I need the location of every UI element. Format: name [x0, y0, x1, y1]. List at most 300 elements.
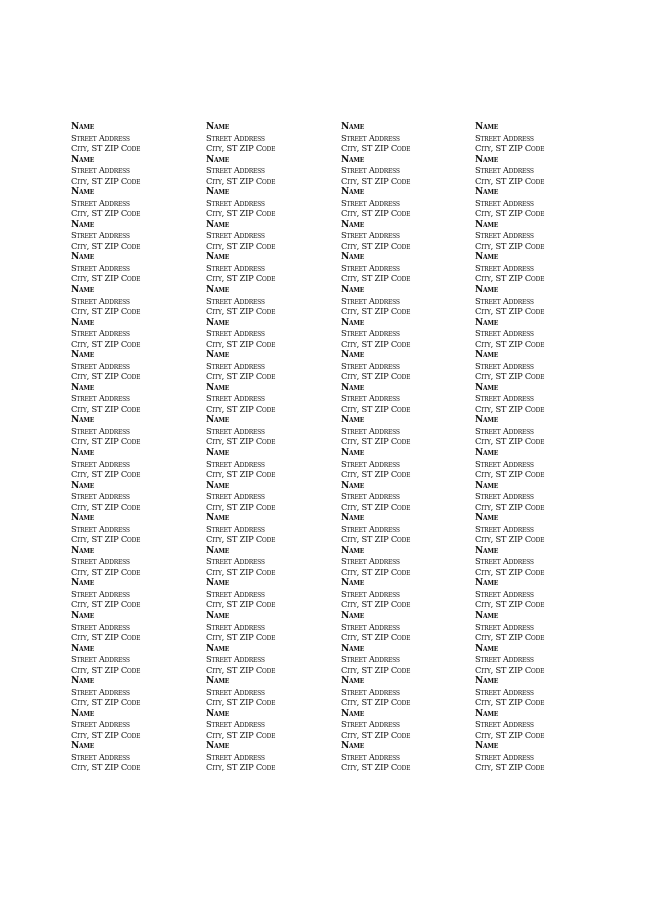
label-city-state-zip: City, ST ZIP Code [71, 599, 141, 610]
label-city-state-zip: City, ST ZIP Code [71, 566, 141, 577]
address-label [475, 513, 600, 545]
label-street-address: Street Address [475, 425, 534, 436]
label-name: Name [341, 611, 365, 621]
label-name: Name [341, 382, 365, 393]
address-label [341, 350, 466, 382]
label-street-address: Street Address [206, 491, 265, 502]
address-label [71, 252, 196, 284]
address-label [206, 122, 331, 154]
address-label [206, 285, 331, 317]
label-name: Name [206, 545, 230, 556]
label-name: Name [475, 122, 499, 132]
label-name: Name [71, 578, 95, 589]
label-city-state-zip: City, ST ZIP Code [71, 469, 141, 479]
address-label [341, 415, 466, 447]
label-city-state-zip: City, ST ZIP Code [206, 469, 276, 479]
label-city-state-zip: City, ST ZIP Code [206, 143, 276, 153]
label-name: Name [475, 513, 499, 524]
address-label [206, 611, 331, 643]
label-city-state-zip: City, ST ZIP Code [71, 371, 141, 382]
label-city-state-zip: City, ST ZIP Code [341, 371, 411, 382]
label-city-state-zip: City, ST ZIP Code [341, 208, 411, 219]
label-street-address: Street Address [341, 360, 400, 371]
label-name: Name [475, 154, 499, 165]
label-street-address: Street Address [341, 425, 400, 436]
label-city-state-zip: City, ST ZIP Code [71, 175, 141, 186]
address-label [475, 481, 600, 513]
label-city-state-zip: City, ST ZIP Code [206, 632, 276, 642]
address-label [475, 741, 600, 773]
label-city-state-zip: City, ST ZIP Code [71, 240, 141, 251]
label-street-address: Street Address [475, 621, 534, 632]
label-street-address: Street Address [475, 719, 534, 730]
label-city-state-zip: City, ST ZIP Code [475, 403, 545, 414]
label-street-address: Street Address [341, 491, 400, 502]
label-city-state-zip: City, ST ZIP Code [341, 501, 411, 512]
label-city-state-zip: City, ST ZIP Code [475, 729, 545, 740]
label-street-address: Street Address [341, 295, 400, 306]
label-city-state-zip: City, ST ZIP Code [206, 208, 276, 219]
label-name: Name [206, 317, 230, 328]
label-name: Name [341, 480, 365, 491]
label-street-address: Street Address [341, 588, 400, 599]
label-city-state-zip: City, ST ZIP Code [71, 306, 141, 316]
label-name: Name [71, 154, 95, 165]
address-label [341, 709, 466, 741]
label-city-state-zip: City, ST ZIP Code [206, 566, 276, 577]
label-name: Name [71, 676, 95, 687]
label-street-address: Street Address [341, 556, 400, 567]
label-street-address: Street Address [71, 262, 130, 273]
address-label [71, 448, 196, 480]
label-city-state-zip: City, ST ZIP Code [475, 306, 545, 316]
label-street-address: Street Address [475, 295, 534, 306]
address-label [341, 252, 466, 284]
label-street-address: Street Address [341, 393, 400, 404]
label-city-state-zip: City, ST ZIP Code [206, 599, 276, 610]
label-street-address: Street Address [475, 491, 534, 502]
address-label [71, 741, 196, 773]
label-name: Name [71, 643, 95, 654]
address-label [341, 481, 466, 513]
address-label [71, 383, 196, 415]
address-label [206, 155, 331, 187]
label-name: Name [341, 643, 365, 654]
label-street-address: Street Address [341, 197, 400, 208]
address-label [71, 155, 196, 187]
address-label [475, 546, 600, 578]
label-city-state-zip: City, ST ZIP Code [341, 632, 411, 642]
label-city-state-zip: City, ST ZIP Code [475, 436, 545, 447]
label-street-address: Street Address [206, 458, 265, 469]
label-name: Name [206, 513, 230, 524]
address-label [475, 448, 600, 480]
label-name: Name [206, 676, 230, 687]
label-street-address: Street Address [206, 686, 265, 697]
label-name: Name [475, 708, 499, 719]
label-street-address: Street Address [475, 523, 534, 534]
label-name: Name [206, 219, 230, 230]
label-city-state-zip: City, ST ZIP Code [206, 534, 276, 545]
label-name: Name [71, 350, 95, 361]
label-city-state-zip: City, ST ZIP Code [475, 143, 545, 153]
label-city-state-zip: City, ST ZIP Code [71, 534, 141, 545]
label-name: Name [206, 448, 230, 458]
label-name: Name [341, 350, 365, 361]
address-label [206, 578, 331, 610]
label-name: Name [206, 350, 230, 361]
label-street-address: Street Address [475, 556, 534, 567]
label-city-state-zip: City, ST ZIP Code [206, 697, 276, 708]
label-name: Name [341, 122, 365, 132]
address-label [71, 122, 196, 154]
label-city-state-zip: City, ST ZIP Code [475, 697, 545, 708]
address-label [71, 709, 196, 741]
label-city-state-zip: City, ST ZIP Code [206, 729, 276, 740]
label-city-state-zip: City, ST ZIP Code [71, 436, 141, 447]
label-name: Name [475, 252, 499, 263]
label-street-address: Street Address [475, 132, 534, 143]
label-street-address: Street Address [206, 295, 265, 306]
label-name: Name [206, 252, 230, 263]
label-street-address: Street Address [71, 295, 130, 306]
label-city-state-zip: City, ST ZIP Code [341, 729, 411, 740]
label-street-address: Street Address [341, 621, 400, 632]
label-street-address: Street Address [206, 751, 265, 762]
label-street-address: Street Address [475, 328, 534, 339]
label-city-state-zip: City, ST ZIP Code [475, 632, 545, 642]
address-label [206, 318, 331, 350]
label-street-address: Street Address [206, 588, 265, 599]
label-name: Name [341, 252, 365, 263]
label-city-state-zip: City, ST ZIP Code [71, 208, 141, 219]
label-name: Name [71, 252, 95, 263]
address-label [341, 220, 466, 252]
label-name: Name [475, 219, 499, 230]
address-label [475, 122, 600, 154]
label-name: Name [71, 415, 95, 426]
label-street-address: Street Address [475, 197, 534, 208]
label-city-state-zip: City, ST ZIP Code [71, 762, 141, 773]
address-label [341, 741, 466, 773]
label-street-address: Street Address [71, 751, 130, 762]
label-street-address: Street Address [71, 328, 130, 339]
label-name: Name [475, 643, 499, 654]
label-city-state-zip: City, ST ZIP Code [341, 469, 411, 479]
address-label [475, 709, 600, 741]
label-street-address: Street Address [71, 621, 130, 632]
label-name: Name [475, 187, 499, 198]
label-name: Name [341, 317, 365, 328]
label-street-address: Street Address [475, 458, 534, 469]
address-label [206, 220, 331, 252]
label-city-state-zip: City, ST ZIP Code [341, 143, 411, 153]
label-street-address: Street Address [341, 458, 400, 469]
label-name: Name [71, 480, 95, 491]
label-city-state-zip: City, ST ZIP Code [341, 306, 411, 316]
label-street-address: Street Address [206, 719, 265, 730]
label-name: Name [475, 285, 499, 295]
label-name: Name [206, 154, 230, 165]
label-city-state-zip: City, ST ZIP Code [206, 436, 276, 447]
address-label [475, 155, 600, 187]
label-street-address: Street Address [71, 523, 130, 534]
label-street-address: Street Address [206, 262, 265, 273]
label-city-state-zip: City, ST ZIP Code [341, 403, 411, 414]
label-street-address: Street Address [475, 751, 534, 762]
address-label [341, 383, 466, 415]
label-city-state-zip: City, ST ZIP Code [341, 664, 411, 675]
label-city-state-zip: City, ST ZIP Code [71, 664, 141, 675]
label-city-state-zip: City, ST ZIP Code [341, 566, 411, 577]
label-city-state-zip: City, ST ZIP Code [71, 729, 141, 740]
label-name: Name [206, 480, 230, 491]
label-name: Name [341, 545, 365, 556]
label-name: Name [71, 219, 95, 230]
label-street-address: Street Address [71, 458, 130, 469]
address-label [206, 187, 331, 219]
label-street-address: Street Address [206, 230, 265, 241]
address-label [71, 611, 196, 643]
label-street-address: Street Address [71, 491, 130, 502]
label-name: Name [475, 415, 499, 426]
address-label [341, 644, 466, 676]
label-street-address: Street Address [71, 393, 130, 404]
address-label [71, 513, 196, 545]
label-street-address: Street Address [71, 425, 130, 436]
label-city-state-zip: City, ST ZIP Code [341, 599, 411, 610]
label-city-state-zip: City, ST ZIP Code [475, 371, 545, 382]
label-city-state-zip: City, ST ZIP Code [206, 273, 276, 284]
label-street-address: Street Address [475, 165, 534, 176]
address-label [341, 318, 466, 350]
label-name: Name [475, 382, 499, 393]
label-street-address: Street Address [71, 132, 130, 143]
label-city-state-zip: City, ST ZIP Code [71, 403, 141, 414]
label-name: Name [475, 448, 499, 458]
address-label [206, 546, 331, 578]
label-street-address: Street Address [71, 654, 130, 665]
address-label [341, 578, 466, 610]
label-city-state-zip: City, ST ZIP Code [206, 338, 276, 349]
label-street-address: Street Address [71, 686, 130, 697]
label-name: Name [341, 448, 365, 458]
label-city-state-zip: City, ST ZIP Code [71, 697, 141, 708]
label-street-address: Street Address [341, 523, 400, 534]
label-city-state-zip: City, ST ZIP Code [206, 664, 276, 675]
label-name: Name [206, 382, 230, 393]
label-city-state-zip: City, ST ZIP Code [341, 175, 411, 186]
label-street-address: Street Address [341, 165, 400, 176]
label-city-state-zip: City, ST ZIP Code [206, 501, 276, 512]
label-name: Name [71, 285, 95, 295]
label-city-state-zip: City, ST ZIP Code [206, 175, 276, 186]
address-label [71, 187, 196, 219]
address-label [341, 285, 466, 317]
address-label [71, 415, 196, 447]
label-city-state-zip: City, ST ZIP Code [475, 534, 545, 545]
address-label [341, 122, 466, 154]
address-label [206, 252, 331, 284]
label-city-state-zip: City, ST ZIP Code [475, 566, 545, 577]
label-name: Name [206, 741, 230, 752]
address-label [475, 252, 600, 284]
address-label [475, 644, 600, 676]
label-street-address: Street Address [206, 197, 265, 208]
label-name: Name [71, 122, 95, 132]
address-label [206, 644, 331, 676]
label-city-state-zip: City, ST ZIP Code [341, 436, 411, 447]
label-street-address: Street Address [71, 360, 130, 371]
label-street-address: Street Address [341, 230, 400, 241]
label-city-state-zip: City, ST ZIP Code [341, 697, 411, 708]
address-label [71, 318, 196, 350]
label-city-state-zip: City, ST ZIP Code [341, 762, 411, 773]
label-street-address: Street Address [71, 556, 130, 567]
label-name: Name [475, 480, 499, 491]
label-street-address: Street Address [475, 393, 534, 404]
label-street-address: Street Address [341, 262, 400, 273]
label-street-address: Street Address [71, 588, 130, 599]
address-label [206, 513, 331, 545]
label-name: Name [206, 122, 230, 132]
label-name: Name [475, 317, 499, 328]
label-city-state-zip: City, ST ZIP Code [475, 762, 545, 773]
label-name: Name [206, 708, 230, 719]
address-label [206, 383, 331, 415]
label-city-state-zip: City, ST ZIP Code [341, 534, 411, 545]
label-name: Name [341, 676, 365, 687]
label-street-address: Street Address [475, 654, 534, 665]
label-city-state-zip: City, ST ZIP Code [475, 501, 545, 512]
address-label [206, 481, 331, 513]
address-label [341, 155, 466, 187]
address-label [475, 578, 600, 610]
label-street-address: Street Address [71, 197, 130, 208]
label-street-address: Street Address [206, 132, 265, 143]
label-city-state-zip: City, ST ZIP Code [475, 469, 545, 479]
label-street-address: Street Address [475, 588, 534, 599]
address-label [206, 741, 331, 773]
label-street-address: Street Address [206, 360, 265, 371]
label-name: Name [341, 285, 365, 295]
address-label [341, 611, 466, 643]
label-street-address: Street Address [206, 328, 265, 339]
address-label [71, 578, 196, 610]
label-name: Name [341, 708, 365, 719]
address-label [206, 709, 331, 741]
label-city-state-zip: City, ST ZIP Code [475, 599, 545, 610]
address-label [475, 383, 600, 415]
address-label [475, 350, 600, 382]
address-label [475, 676, 600, 708]
label-name: Name [475, 676, 499, 687]
label-city-state-zip: City, ST ZIP Code [206, 762, 276, 773]
label-city-state-zip: City, ST ZIP Code [71, 501, 141, 512]
label-city-state-zip: City, ST ZIP Code [71, 632, 141, 642]
label-city-state-zip: City, ST ZIP Code [71, 143, 141, 153]
label-name: Name [206, 578, 230, 589]
label-name: Name [71, 545, 95, 556]
address-label [71, 546, 196, 578]
address-label [206, 448, 331, 480]
label-name: Name [206, 643, 230, 654]
label-city-state-zip: City, ST ZIP Code [475, 338, 545, 349]
label-name: Name [71, 317, 95, 328]
label-name: Name [341, 415, 365, 426]
label-name: Name [475, 741, 499, 752]
label-street-address: Street Address [206, 425, 265, 436]
label-name: Name [341, 219, 365, 230]
label-name: Name [341, 154, 365, 165]
label-street-address: Street Address [71, 230, 130, 241]
label-city-state-zip: City, ST ZIP Code [341, 338, 411, 349]
label-name: Name [475, 611, 499, 621]
address-label [71, 350, 196, 382]
address-label [475, 415, 600, 447]
label-street-address: Street Address [341, 132, 400, 143]
address-label [341, 187, 466, 219]
label-street-address: Street Address [206, 556, 265, 567]
label-street-address: Street Address [341, 654, 400, 665]
address-label [475, 285, 600, 317]
label-name: Name [475, 545, 499, 556]
label-name: Name [71, 448, 95, 458]
label-name: Name [71, 513, 95, 524]
label-street-address: Street Address [206, 393, 265, 404]
address-label [475, 318, 600, 350]
label-city-state-zip: City, ST ZIP Code [475, 208, 545, 219]
address-label [71, 481, 196, 513]
label-name: Name [71, 708, 95, 719]
label-city-state-zip: City, ST ZIP Code [206, 371, 276, 382]
label-city-state-zip: City, ST ZIP Code [341, 273, 411, 284]
address-label [71, 644, 196, 676]
label-city-state-zip: City, ST ZIP Code [475, 240, 545, 251]
label-name: Name [475, 578, 499, 589]
label-city-state-zip: City, ST ZIP Code [71, 338, 141, 349]
address-label [206, 415, 331, 447]
label-city-state-zip: City, ST ZIP Code [341, 240, 411, 251]
label-name: Name [341, 578, 365, 589]
label-name: Name [71, 382, 95, 393]
label-name: Name [71, 741, 95, 752]
address-label [475, 187, 600, 219]
label-city-state-zip: City, ST ZIP Code [71, 273, 141, 284]
label-street-address: Street Address [71, 719, 130, 730]
label-street-address: Street Address [341, 751, 400, 762]
label-city-state-zip: City, ST ZIP Code [475, 273, 545, 284]
address-label [206, 676, 331, 708]
address-label [475, 611, 600, 643]
address-label [341, 513, 466, 545]
label-name: Name [206, 285, 230, 295]
label-street-address: Street Address [206, 654, 265, 665]
label-street-address: Street Address [475, 230, 534, 241]
label-name: Name [206, 415, 230, 426]
label-street-address: Street Address [71, 165, 130, 176]
label-street-address: Street Address [341, 686, 400, 697]
label-city-state-zip: City, ST ZIP Code [475, 664, 545, 675]
label-name: Name [206, 611, 230, 621]
address-label [341, 676, 466, 708]
label-city-state-zip: City, ST ZIP Code [206, 240, 276, 251]
label-city-state-zip: City, ST ZIP Code [475, 175, 545, 186]
label-name: Name [475, 350, 499, 361]
label-city-state-zip: City, ST ZIP Code [206, 306, 276, 316]
label-name: Name [71, 187, 95, 198]
address-label [71, 285, 196, 317]
